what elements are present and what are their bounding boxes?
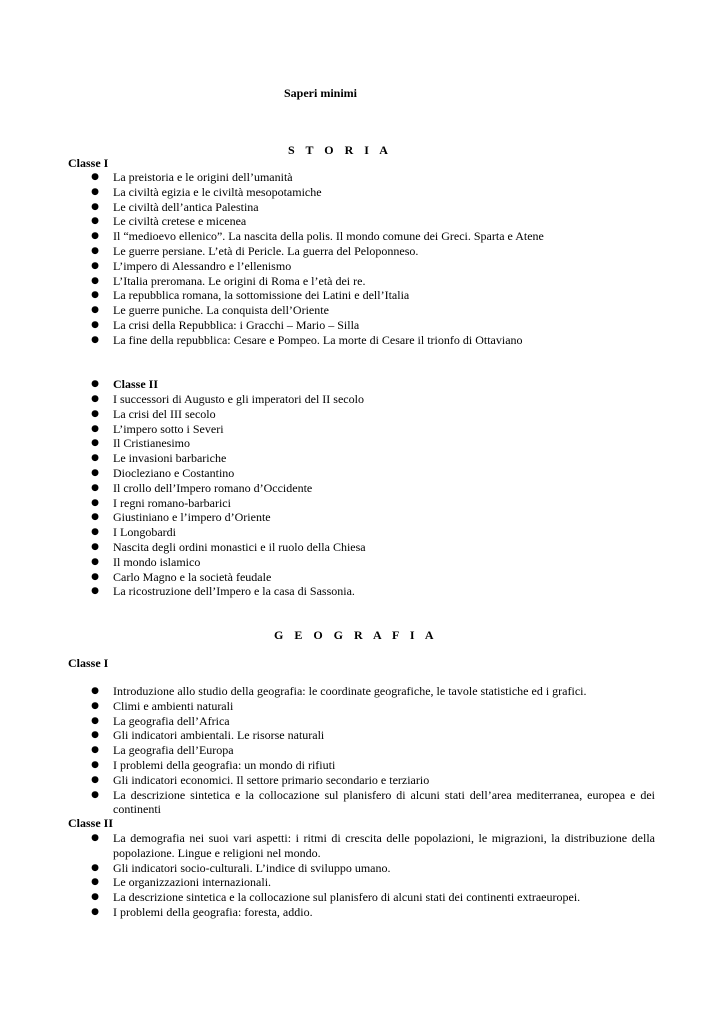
list-item xyxy=(0,496,655,511)
bullet-icon: ● xyxy=(91,260,99,271)
bullet-icon: ● xyxy=(91,290,99,301)
list-item xyxy=(0,714,655,729)
list-item xyxy=(0,377,655,392)
bullet-icon: ● xyxy=(91,892,99,903)
list-item xyxy=(0,274,655,289)
document-title: Saperi minimi xyxy=(284,86,358,100)
list-item-text: L’Italia preromana. Le origini di Roma e l’età dei re. xyxy=(113,273,366,288)
bullet-icon: ● xyxy=(91,319,99,330)
list-item-text: Climi e ambienti naturali xyxy=(113,698,234,713)
list-item xyxy=(0,728,655,743)
list-item xyxy=(0,699,655,714)
list-item-text: La repubblica romana, la sottomissione dei Latini e dell’Italia xyxy=(113,288,410,303)
list-item xyxy=(0,905,655,920)
list-item-text: I problemi della geografia: un mondo di rifiuti xyxy=(113,757,336,772)
list-item-text: Gli indicatori ambientali. Le risorse naturali xyxy=(113,728,325,743)
list-item-text: Le civiltà dell’antica Palestina xyxy=(113,199,259,214)
bullet-icon: ● xyxy=(91,906,99,917)
list-item-text: La geografia dell’Africa xyxy=(113,713,230,728)
list-item xyxy=(0,584,655,599)
list-item xyxy=(0,259,655,274)
list-item-text: La descrizione sintetica e la collocazione sul planisfero di alcuni stati dei continenti extraeuropei. xyxy=(113,890,581,905)
bullet-icon: ● xyxy=(91,556,99,567)
list-item-text: L’impero di Alessandro e l’ellenismo xyxy=(113,258,292,273)
list-item xyxy=(0,684,655,699)
list-item-text: I problemi della geografia: foresta, addio. xyxy=(113,904,313,919)
storia-classe1-list xyxy=(0,170,725,348)
list-item xyxy=(0,229,655,244)
list-item xyxy=(0,831,655,861)
bullet-icon: ● xyxy=(91,438,99,449)
geografia-classe1-label: Classe I xyxy=(68,656,109,670)
list-item xyxy=(0,481,655,496)
geografia-classe2-list xyxy=(0,831,725,920)
bullet-icon: ● xyxy=(91,334,99,345)
list-item xyxy=(0,570,655,585)
list-item-text: Le guerre puniche. La conquista dell’Oriente xyxy=(113,303,329,318)
list-item xyxy=(0,510,655,525)
bullet-icon: ● xyxy=(91,482,99,493)
list-item-text: La geografia dell’Europa xyxy=(113,743,234,758)
list-item-text: Diocleziano e Costantino xyxy=(113,465,235,480)
list-item-text: Le civiltà cretese e micenea xyxy=(113,214,247,229)
list-item-text: La civiltà egizia e le civiltà mesopotamiche xyxy=(113,184,322,199)
list-item-text: Giustiniano e l’impero d’Oriente xyxy=(113,510,271,525)
list-item-text: Gli indicatori socio-culturali. L’indice di sviluppo umano. xyxy=(113,860,391,875)
storia-classe2-header-list xyxy=(0,377,725,392)
bullet-icon: ● xyxy=(91,394,99,404)
geografia-heading: G E O G R A F I A xyxy=(274,628,438,642)
list-item-text: La crisi del III secolo xyxy=(113,406,216,421)
list-item xyxy=(0,244,655,259)
bullet-icon: ● xyxy=(91,877,99,888)
bullet-icon: ● xyxy=(91,527,99,538)
geografia-classe2-label: Classe II xyxy=(68,816,114,830)
list-item-text: La preistoria e le origini dell’umanità xyxy=(113,170,293,184)
list-item-text: Il Cristianesimo xyxy=(113,436,190,451)
list-item-text: L’impero sotto i Severi xyxy=(113,421,224,436)
list-item-text: Carlo Magno e la società feudale xyxy=(113,569,272,584)
bullet-icon: ● xyxy=(91,789,99,800)
list-item xyxy=(0,407,655,422)
list-item xyxy=(0,422,655,437)
bullet-icon: ● xyxy=(91,833,99,843)
list-item-text: I regni romano-barbarici xyxy=(113,495,231,510)
list-item-text: Le organizzazioni internazionali. xyxy=(113,875,272,890)
list-item xyxy=(0,200,655,215)
list-item-text: Nascita degli ordini monastici e il ruolo della Chiesa xyxy=(113,539,366,554)
bullet-icon: ● xyxy=(91,730,99,741)
storia-classe2-list xyxy=(0,392,725,599)
list-item xyxy=(0,758,655,773)
geografia-classe1-list xyxy=(0,684,725,817)
storia-classe2-label: Classe II xyxy=(113,377,159,391)
bullet-icon: ● xyxy=(91,759,99,770)
list-item-text: I successori di Augusto e gli imperatori del II secolo xyxy=(113,392,364,406)
list-item xyxy=(0,170,655,185)
bullet-icon: ● xyxy=(91,467,99,478)
list-item-text: I Longobardi xyxy=(113,525,176,540)
list-item xyxy=(0,743,655,758)
list-item-text: La crisi della Repubblica: i Gracchi – Mario – Silla xyxy=(113,317,360,332)
bullet-icon: ● xyxy=(91,512,99,523)
list-item xyxy=(0,861,655,876)
bullet-icon: ● xyxy=(91,423,99,434)
bullet-icon: ● xyxy=(91,408,99,419)
list-item xyxy=(0,333,655,348)
bullet-icon: ● xyxy=(91,715,99,726)
bullet-icon: ● xyxy=(91,245,99,256)
list-item xyxy=(0,436,655,451)
storia-heading: S T O R I A xyxy=(288,143,392,157)
list-item xyxy=(0,185,655,200)
list-item-text: Il crollo dell’Impero romano d’Occidente xyxy=(113,480,313,495)
list-item xyxy=(0,788,655,818)
bullet-icon: ● xyxy=(91,497,99,508)
list-item xyxy=(0,540,655,555)
bullet-icon: ● xyxy=(91,231,99,242)
bullet-icon: ● xyxy=(91,571,99,582)
list-item xyxy=(0,214,655,229)
bullet-icon: ● xyxy=(91,700,99,711)
storia-classe1-label: Classe I xyxy=(68,156,109,170)
list-item-text: La demografia nei suoi vari aspetti: i ritmi di crescita delle popolazioni, le migrazioni, la distribuzione della popolazione. Lingue e religioni nel mondo. xyxy=(113,831,655,860)
bullet-icon: ● xyxy=(91,379,99,389)
list-item xyxy=(0,555,655,570)
bullet-icon: ● xyxy=(91,275,99,286)
bullet-icon: ● xyxy=(91,453,99,464)
list-item xyxy=(0,773,655,788)
bullet-icon: ● xyxy=(91,686,99,696)
list-item xyxy=(0,318,655,333)
list-item xyxy=(0,525,655,540)
list-item-text: Le guerre persiane. L’età di Pericle. La guerra del Peloponneso. xyxy=(113,243,419,258)
list-item-text: La fine della repubblica: Cesare e Pompeo. La morte di Cesare il trionfo di Ottaviano xyxy=(113,332,523,347)
bullet-icon: ● xyxy=(91,862,99,873)
list-item-text: Il mondo islamico xyxy=(113,554,201,569)
list-item-text: La ricostruzione dell’Impero e la casa di Sassonia. xyxy=(113,584,355,599)
list-item xyxy=(0,451,655,466)
list-item xyxy=(0,890,655,905)
list-item-text: La descrizione sintetica e la collocazione sul planisfero di alcuni stati dell’area mediterranea, europea e dei continenti xyxy=(113,787,655,817)
bullet-icon: ● xyxy=(91,172,99,182)
list-item-text: Introduzione allo studio della geografia: le coordinate geografiche, le tavole statistiche ed i grafici. xyxy=(113,684,587,698)
bullet-icon: ● xyxy=(91,216,99,227)
list-item xyxy=(0,392,655,407)
bullet-icon: ● xyxy=(91,774,99,785)
bullet-icon: ● xyxy=(91,305,99,316)
bullet-icon: ● xyxy=(91,541,99,552)
bullet-icon: ● xyxy=(91,745,99,756)
bullet-icon: ● xyxy=(91,586,99,597)
list-item xyxy=(0,288,655,303)
list-item xyxy=(0,875,655,890)
list-item xyxy=(0,303,655,318)
list-item-text: Gli indicatori economici. Il settore primario secondario e terziario xyxy=(113,772,430,787)
list-item-text: Il “medioevo ellenico”. La nascita della polis. Il mondo comune dei Greci. Sparta e Atene xyxy=(113,229,544,244)
bullet-icon: ● xyxy=(91,186,99,197)
bullet-icon: ● xyxy=(91,201,99,212)
list-item xyxy=(0,466,655,481)
list-item-text: Le invasioni barbariche xyxy=(113,451,227,466)
